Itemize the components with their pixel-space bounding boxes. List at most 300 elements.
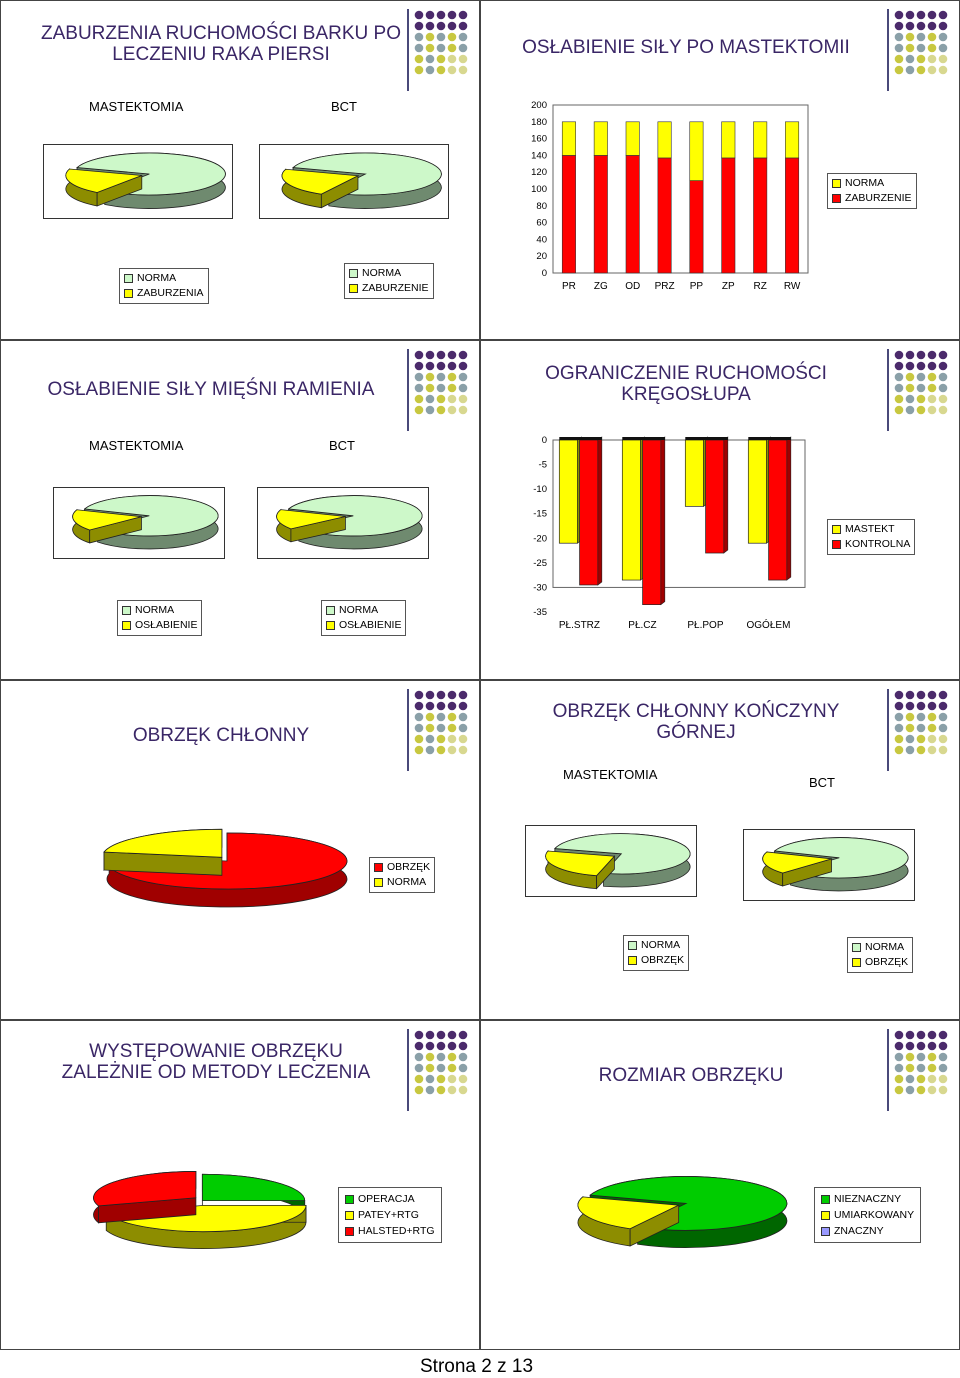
y-tick-label: 0 bbox=[541, 435, 547, 446]
y-tick-label: -20 bbox=[533, 533, 547, 545]
dot-icon bbox=[459, 1064, 468, 1073]
legend-s1b bbox=[344, 263, 434, 299]
slide-title: ZABURZENIA RUCHOMOŚCI BARKU PO LECZENIU RAKA PIERSI bbox=[41, 23, 401, 66]
divider-line bbox=[407, 689, 409, 771]
dot-icon bbox=[448, 406, 457, 415]
dot-icon bbox=[415, 11, 424, 20]
slide-4 bbox=[480, 340, 960, 680]
page-footer: Strona 2 z 13 bbox=[420, 1356, 534, 1377]
dot-icon bbox=[459, 22, 468, 31]
legend-s2 bbox=[827, 173, 917, 209]
dot-icon bbox=[917, 1086, 926, 1095]
legend-text: OBRZĘK bbox=[641, 954, 685, 966]
dot-icon bbox=[415, 66, 424, 75]
x-tick-label: OGÓŁEM bbox=[746, 620, 791, 631]
dot-icon bbox=[437, 44, 446, 53]
dot-icon bbox=[426, 746, 435, 755]
slide-title: OSŁABIENIE SIŁY PO MASTEKTOMII bbox=[522, 37, 850, 58]
x-tick-label: PŁ.CZ bbox=[628, 620, 657, 631]
legend-text: MASTEKT bbox=[845, 523, 895, 535]
label-mastektomia: MASTEKTOMIA bbox=[89, 99, 184, 114]
dot-icon bbox=[448, 373, 457, 382]
dot-decoration-icon bbox=[893, 1029, 953, 1099]
dot-icon bbox=[917, 1064, 926, 1073]
dot-icon bbox=[437, 11, 446, 20]
dot-decoration-icon bbox=[893, 689, 953, 759]
y-tick-label: -5 bbox=[538, 459, 547, 471]
legend-text: NORMA bbox=[362, 267, 402, 279]
swatch-lavender-icon bbox=[821, 1227, 830, 1236]
dot-icon bbox=[459, 735, 468, 744]
dot-icon bbox=[906, 702, 915, 711]
dot-icon bbox=[895, 735, 904, 744]
dot-icon bbox=[448, 66, 457, 75]
dot-icon bbox=[426, 735, 435, 744]
dot-icon bbox=[437, 1075, 446, 1084]
dot-icon bbox=[437, 384, 446, 393]
slide-title: OBRZĘK CHŁONNY KOŃCZYNY GÓRNEJ bbox=[552, 701, 840, 744]
dot-icon bbox=[437, 373, 446, 382]
bar-side bbox=[661, 437, 665, 605]
dot-icon bbox=[917, 373, 926, 382]
dot-icon bbox=[939, 713, 948, 722]
dot-icon bbox=[928, 1086, 937, 1095]
slide-6 bbox=[480, 680, 960, 1020]
legend-item bbox=[345, 1207, 435, 1223]
dot-icon bbox=[928, 1031, 937, 1040]
legend-text: ZABURZENIE bbox=[362, 282, 429, 294]
label-bct: BCT bbox=[331, 99, 357, 114]
legend-text: NORMA bbox=[641, 939, 681, 951]
legend-s3a bbox=[117, 600, 202, 636]
dot-icon bbox=[415, 395, 424, 404]
dot-icon bbox=[939, 1053, 948, 1062]
swatch-yellow-icon bbox=[124, 289, 133, 298]
legend-s3b bbox=[321, 600, 406, 636]
dot-icon bbox=[437, 55, 446, 64]
dot-icon bbox=[437, 746, 446, 755]
dot-icon bbox=[415, 1053, 424, 1062]
dot-icon bbox=[459, 1075, 468, 1084]
dot-icon bbox=[415, 713, 424, 722]
dot-icon bbox=[895, 395, 904, 404]
dot-icon bbox=[917, 1053, 926, 1062]
bar-zaburzenie bbox=[626, 155, 639, 273]
dot-icon bbox=[459, 746, 468, 755]
dot-icon bbox=[917, 384, 926, 393]
dot-icon bbox=[448, 1064, 457, 1073]
dot-icon bbox=[895, 22, 904, 31]
slide-2 bbox=[480, 0, 960, 340]
dot-icon bbox=[415, 362, 424, 371]
dot-icon bbox=[928, 1053, 937, 1062]
dot-icon bbox=[917, 691, 926, 700]
dot-icon bbox=[448, 1086, 457, 1095]
dot-icon bbox=[426, 1075, 435, 1084]
pie-slice-norma bbox=[104, 829, 222, 857]
legend-s5 bbox=[369, 857, 435, 893]
legend-item bbox=[124, 271, 204, 286]
dot-icon bbox=[437, 33, 446, 42]
swatch-green-icon bbox=[124, 274, 133, 283]
swatch-red-icon bbox=[832, 540, 841, 549]
y-tick-label: -35 bbox=[533, 607, 547, 618]
divider-line bbox=[887, 1029, 889, 1111]
dot-icon bbox=[437, 22, 446, 31]
dot-icon bbox=[939, 384, 948, 393]
bar-zaburzenie bbox=[753, 158, 766, 273]
y-tick-label: 80 bbox=[536, 200, 547, 212]
dot-icon bbox=[459, 55, 468, 64]
legend-s4 bbox=[827, 519, 915, 555]
y-tick-label: 140 bbox=[531, 150, 547, 162]
bar-cap bbox=[580, 437, 602, 440]
dot-icon bbox=[448, 351, 457, 360]
legend-s7 bbox=[338, 1187, 442, 1243]
legend-item bbox=[832, 191, 912, 206]
bar-zaburzenie bbox=[594, 155, 607, 273]
legend-item bbox=[821, 1191, 914, 1207]
dot-icon bbox=[415, 1042, 424, 1051]
dot-icon bbox=[895, 1075, 904, 1084]
dot-icon bbox=[437, 713, 446, 722]
dot-icon bbox=[895, 362, 904, 371]
dot-icon bbox=[415, 44, 424, 53]
dot-icon bbox=[437, 362, 446, 371]
slide-5 bbox=[0, 680, 480, 1020]
bar-cap bbox=[643, 437, 665, 440]
dot-decoration-icon bbox=[893, 349, 953, 419]
dot-icon bbox=[426, 713, 435, 722]
dot-icon bbox=[917, 1042, 926, 1051]
divider-line bbox=[407, 349, 409, 431]
bar-zaburzenie bbox=[722, 158, 735, 273]
dot-icon bbox=[426, 702, 435, 711]
swatch-red-icon bbox=[832, 194, 841, 203]
dot-icon bbox=[939, 1086, 948, 1095]
dot-icon bbox=[448, 702, 457, 711]
dot-icon bbox=[928, 66, 937, 75]
legend-text: NORMA bbox=[387, 876, 427, 888]
bar-mastekt bbox=[622, 440, 640, 580]
swatch-yellow-icon bbox=[326, 621, 335, 630]
dot-icon bbox=[448, 44, 457, 53]
divider-line bbox=[887, 689, 889, 771]
bar-kontrolna bbox=[769, 440, 787, 580]
dot-icon bbox=[415, 33, 424, 42]
dot-icon bbox=[459, 702, 468, 711]
bar-norma bbox=[658, 122, 671, 158]
dot-icon bbox=[928, 702, 937, 711]
swatch-red-icon bbox=[374, 863, 383, 872]
dot-icon bbox=[415, 55, 424, 64]
divider-line bbox=[887, 9, 889, 91]
dot-icon bbox=[939, 351, 948, 360]
dot-icon bbox=[459, 33, 468, 42]
bar-cap bbox=[622, 437, 644, 440]
bar-side bbox=[724, 437, 728, 553]
dot-icon bbox=[448, 724, 457, 733]
dot-icon bbox=[906, 735, 915, 744]
dot-icon bbox=[415, 724, 424, 733]
dot-icon bbox=[459, 384, 468, 393]
dot-icon bbox=[448, 1031, 457, 1040]
dot-icon bbox=[928, 713, 937, 722]
bar-side bbox=[787, 437, 791, 580]
legend-item bbox=[345, 1191, 435, 1207]
dot-icon bbox=[448, 713, 457, 722]
dot-icon bbox=[895, 1086, 904, 1095]
dot-icon bbox=[939, 11, 948, 20]
dot-icon bbox=[426, 55, 435, 64]
swatch-yellow-icon bbox=[628, 956, 637, 965]
dot-icon bbox=[917, 406, 926, 415]
dot-icon bbox=[415, 22, 424, 31]
dot-icon bbox=[426, 1053, 435, 1062]
legend-text: NIEZNACZNY bbox=[834, 1193, 902, 1205]
legend-text: OSŁABIENIE bbox=[339, 619, 402, 631]
dot-icon bbox=[895, 1042, 904, 1051]
dot-icon bbox=[917, 735, 926, 744]
dot-icon bbox=[906, 1053, 915, 1062]
legend-item bbox=[821, 1223, 914, 1239]
bar-norma bbox=[690, 122, 703, 181]
dot-icon bbox=[426, 1042, 435, 1051]
dot-icon bbox=[928, 395, 937, 404]
dot-icon bbox=[415, 373, 424, 382]
bar-cap bbox=[748, 437, 770, 440]
slide-title: WYSTĘPOWANIE OBRZĘKU ZALEŻNIE OD METODY LECZENIA bbox=[61, 1041, 371, 1084]
bar-side bbox=[598, 437, 602, 585]
swatch-yellow-icon bbox=[852, 958, 861, 967]
plot-area bbox=[553, 105, 808, 273]
dot-decoration-icon bbox=[413, 1029, 473, 1099]
dot-icon bbox=[415, 1064, 424, 1073]
dot-icon bbox=[917, 22, 926, 31]
swatch-red-icon bbox=[345, 1227, 354, 1236]
dot-icon bbox=[459, 1031, 468, 1040]
dot-icon bbox=[895, 1031, 904, 1040]
legend-text: PATEY+RTG bbox=[358, 1209, 419, 1221]
dot-icon bbox=[459, 406, 468, 415]
legend-text: NORMA bbox=[845, 177, 885, 189]
swatch-green-icon bbox=[852, 943, 861, 952]
slide-title: OSŁABIENIE SIŁY MIĘŚNI RAMIENIA bbox=[47, 379, 375, 400]
dot-icon bbox=[415, 1075, 424, 1084]
dot-icon bbox=[917, 713, 926, 722]
legend-text: ZNACZNY bbox=[834, 1225, 884, 1237]
dot-icon bbox=[448, 1075, 457, 1084]
dot-icon bbox=[437, 691, 446, 700]
dot-icon bbox=[917, 33, 926, 42]
legend-text: NORMA bbox=[137, 272, 177, 284]
dot-decoration-icon bbox=[893, 9, 953, 79]
dot-icon bbox=[437, 1053, 446, 1062]
bar-cap bbox=[706, 437, 728, 440]
dot-icon bbox=[895, 11, 904, 20]
bar-cap bbox=[769, 437, 791, 440]
legend-item bbox=[122, 618, 197, 633]
dot-icon bbox=[426, 362, 435, 371]
dot-icon bbox=[415, 746, 424, 755]
y-tick-label: -25 bbox=[533, 557, 547, 569]
divider-line bbox=[407, 9, 409, 91]
dot-icon bbox=[906, 362, 915, 371]
slide-7 bbox=[0, 1020, 480, 1350]
swatch-yellow-icon bbox=[345, 1211, 354, 1220]
dot-icon bbox=[939, 22, 948, 31]
dot-icon bbox=[917, 55, 926, 64]
dot-icon bbox=[448, 735, 457, 744]
dot-icon bbox=[895, 44, 904, 53]
dot-icon bbox=[895, 406, 904, 415]
legend-item bbox=[349, 266, 429, 281]
swatch-green-icon bbox=[821, 1195, 830, 1204]
y-tick-label: 200 bbox=[531, 100, 547, 111]
dot-icon bbox=[939, 746, 948, 755]
dot-icon bbox=[448, 746, 457, 755]
legend-item bbox=[374, 875, 430, 890]
x-tick-label: ZG bbox=[593, 281, 608, 292]
dot-icon bbox=[426, 395, 435, 404]
dot-icon bbox=[917, 44, 926, 53]
dot-icon bbox=[906, 44, 915, 53]
dot-icon bbox=[917, 11, 926, 20]
dot-icon bbox=[928, 406, 937, 415]
legend-text: ZABURZENIA bbox=[137, 287, 204, 299]
legend-text: OPERACJA bbox=[358, 1193, 415, 1205]
divider-line bbox=[887, 349, 889, 431]
legend-text: HALSTED+RTG bbox=[358, 1225, 435, 1237]
x-tick-label: RW bbox=[783, 281, 801, 292]
dot-icon bbox=[906, 373, 915, 382]
swatch-yellow-icon bbox=[349, 284, 358, 293]
dot-icon bbox=[939, 33, 948, 42]
dot-icon bbox=[426, 1064, 435, 1073]
swatch-green-icon bbox=[122, 606, 131, 615]
y-tick-label: 160 bbox=[531, 133, 547, 145]
legend-item bbox=[628, 938, 684, 953]
dot-icon bbox=[928, 724, 937, 733]
swatch-yellow-icon bbox=[832, 179, 841, 188]
pie-chart-s8 bbox=[545, 1165, 797, 1261]
legend-item bbox=[832, 537, 910, 552]
bar-norma bbox=[753, 122, 766, 158]
dot-icon bbox=[939, 724, 948, 733]
dot-icon bbox=[459, 66, 468, 75]
swatch-yellow-icon bbox=[832, 525, 841, 534]
dot-icon bbox=[928, 746, 937, 755]
dot-icon bbox=[939, 55, 948, 64]
dot-icon bbox=[928, 1075, 937, 1084]
dot-icon bbox=[906, 395, 915, 404]
dot-icon bbox=[906, 1064, 915, 1073]
dot-icon bbox=[448, 11, 457, 20]
label-bct: BCT bbox=[329, 438, 355, 453]
dot-icon bbox=[415, 1086, 424, 1095]
dot-icon bbox=[928, 362, 937, 371]
dot-icon bbox=[906, 1086, 915, 1095]
dot-icon bbox=[906, 11, 915, 20]
dot-icon bbox=[426, 406, 435, 415]
bar-chart bbox=[511, 433, 821, 633]
legend-s1a bbox=[119, 268, 209, 304]
y-tick-label: 120 bbox=[531, 167, 547, 179]
x-tick-label: PŁ.POP bbox=[687, 620, 724, 631]
dot-icon bbox=[437, 1064, 446, 1073]
legend-item bbox=[852, 940, 908, 955]
dot-icon bbox=[895, 713, 904, 722]
x-tick-label: PP bbox=[689, 281, 704, 292]
dot-icon bbox=[917, 702, 926, 711]
dot-icon bbox=[437, 351, 446, 360]
dot-icon bbox=[448, 22, 457, 31]
legend-item bbox=[326, 618, 401, 633]
dot-icon bbox=[895, 384, 904, 393]
dot-icon bbox=[917, 746, 926, 755]
dot-icon bbox=[917, 66, 926, 75]
dot-icon bbox=[426, 44, 435, 53]
dot-icon bbox=[928, 1064, 937, 1073]
dot-icon bbox=[448, 395, 457, 404]
y-tick-label: 100 bbox=[531, 184, 547, 195]
pie-chart-s7 bbox=[59, 1163, 315, 1257]
dot-icon bbox=[426, 724, 435, 733]
dot-icon bbox=[928, 735, 937, 744]
dot-icon bbox=[906, 1031, 915, 1040]
swatch-yellow-icon bbox=[374, 878, 383, 887]
dot-icon bbox=[906, 1075, 915, 1084]
dot-icon bbox=[459, 395, 468, 404]
dot-icon bbox=[895, 351, 904, 360]
bar-mastekt bbox=[748, 440, 766, 543]
swatch-green-icon bbox=[628, 941, 637, 950]
bar-norma bbox=[562, 122, 575, 156]
dot-icon bbox=[426, 691, 435, 700]
dot-icon bbox=[928, 11, 937, 20]
dot-icon bbox=[459, 1042, 468, 1051]
legend-item bbox=[832, 522, 910, 537]
bar-kontrolna bbox=[643, 440, 661, 605]
dot-icon bbox=[437, 1031, 446, 1040]
dot-icon bbox=[928, 384, 937, 393]
dot-icon bbox=[426, 351, 435, 360]
dot-icon bbox=[437, 702, 446, 711]
dot-icon bbox=[906, 713, 915, 722]
dot-icon bbox=[459, 362, 468, 371]
dot-icon bbox=[448, 384, 457, 393]
legend-s8 bbox=[814, 1187, 921, 1243]
bar-norma bbox=[594, 122, 607, 156]
y-tick-label: -10 bbox=[533, 484, 547, 496]
divider-line bbox=[407, 1029, 409, 1111]
dot-icon bbox=[415, 691, 424, 700]
pie-slice-operacja bbox=[202, 1174, 304, 1200]
y-tick-label: -30 bbox=[533, 582, 547, 594]
legend-text: OSŁABIENIE bbox=[135, 619, 198, 631]
dot-icon bbox=[939, 44, 948, 53]
legend-text: OBRZĘK bbox=[387, 861, 431, 873]
dot-icon bbox=[928, 351, 937, 360]
bar-norma bbox=[785, 122, 798, 158]
y-tick-label: 40 bbox=[536, 234, 547, 246]
legend-text: ZABURZENIE bbox=[845, 192, 912, 204]
legend-text: KONTROLNA bbox=[845, 538, 911, 550]
dot-icon bbox=[448, 362, 457, 371]
dot-icon bbox=[415, 351, 424, 360]
legend-item bbox=[374, 860, 430, 875]
dot-icon bbox=[939, 1031, 948, 1040]
